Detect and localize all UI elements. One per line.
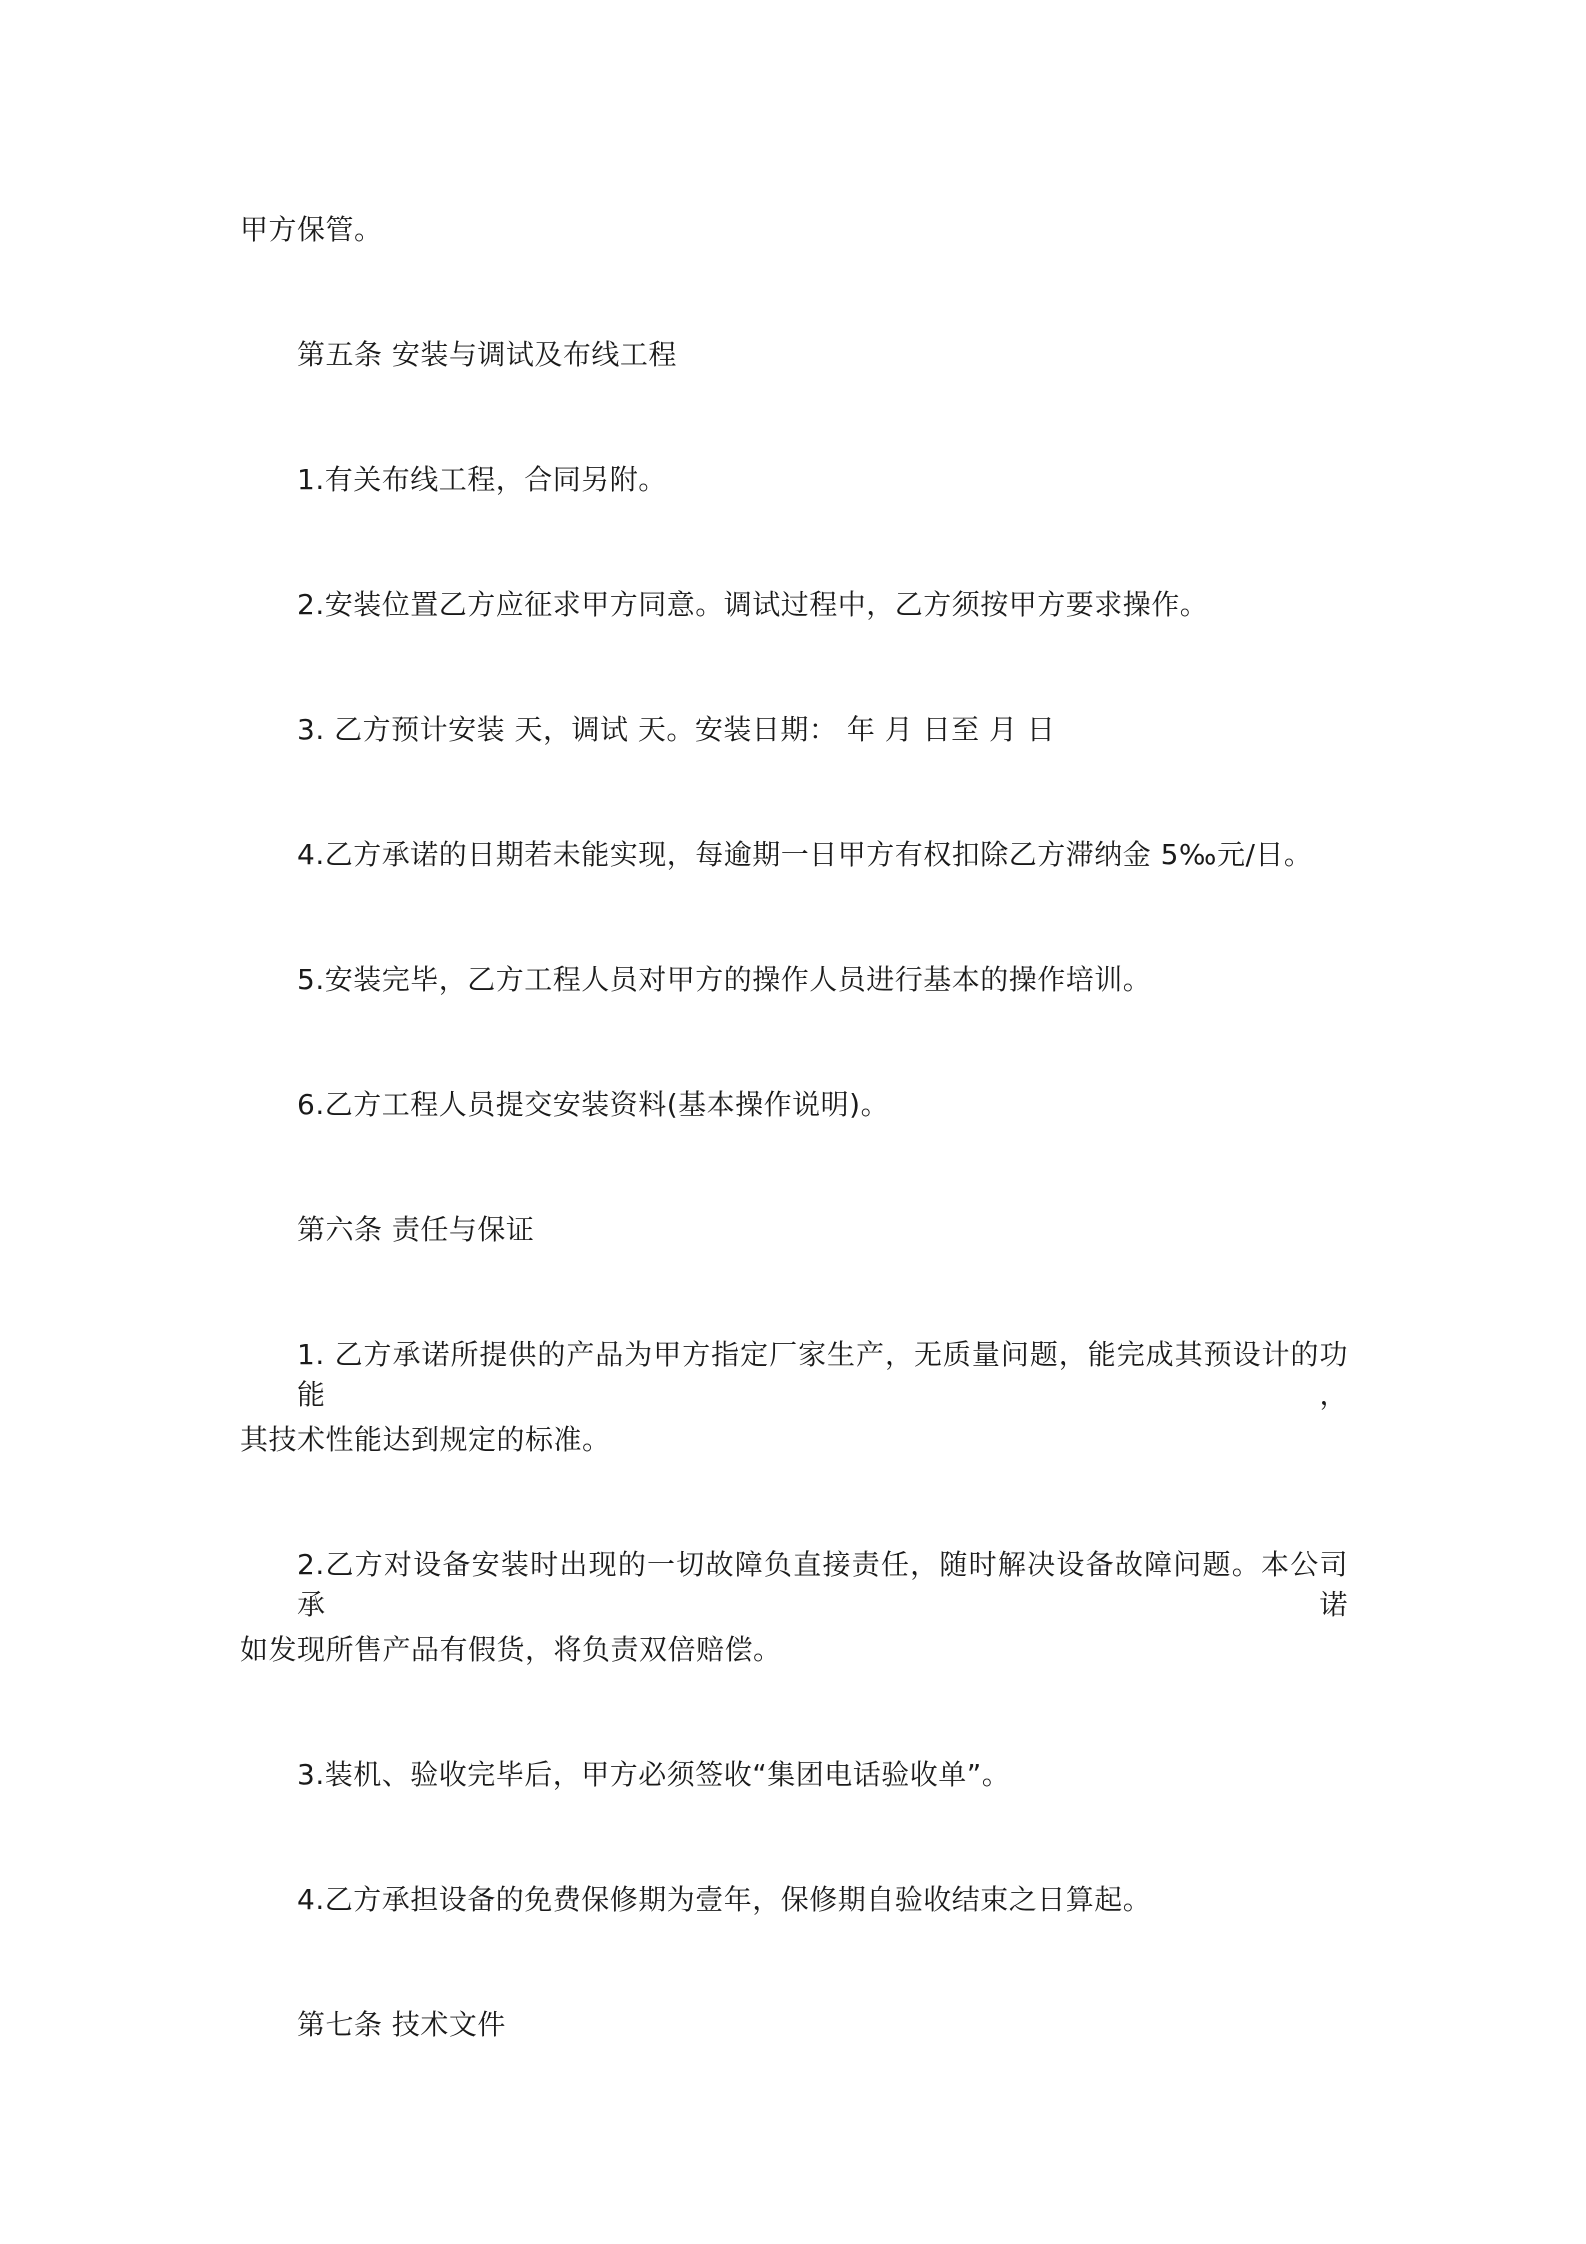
article-5-item-2: 2.安装位置乙方应征求甲方同意。调试过程中，乙方须按甲方要求操作。 [297, 588, 1209, 621]
article-5-item-1: 1.有关布线工程，合同另附。 [297, 463, 667, 496]
article-6-item-1-line-1: 1. 乙方承诺所提供的产品为甲方指定厂家生产，无质量问题，能完成其预设计的功能， [297, 1338, 1348, 1411]
article-5-item-4: 4.乙方承诺的日期若未能实现，每逾期一日甲方有权扣除乙方滞纳金 5‰元/日。 [297, 838, 1313, 871]
continuation-line: 甲方保管。 [240, 213, 383, 246]
article-5-heading: 第五条 安装与调试及布线工程 [297, 338, 677, 371]
article-5-item-3: 3. 乙方预计安装 天，调试 天。安装日期： 年 月 日至 月 日 [297, 713, 1056, 746]
article-6-item-4: 4.乙方承担设备的免费保修期为壹年，保修期自验收结束之日算起。 [297, 1883, 1152, 1916]
article-6-item-3: 3.装机、验收完毕后，甲方必须签收“集团电话验收单”。 [297, 1758, 1011, 1791]
article-6-item-2-line-2: 如发现所售产品有假货，将负责双倍赔偿。 [240, 1633, 782, 1666]
article-5-item-6: 6.乙方工程人员提交安装资料(基本操作说明)。 [297, 1088, 890, 1121]
article-6-heading: 第六条 责任与保证 [297, 1213, 535, 1246]
article-6-item-2-line-1: 2.乙方对设备安装时出现的一切故障负直接责任，随时解决设备故障问题。本公司承诺 [297, 1548, 1348, 1621]
article-5-item-5: 5.安装完毕，乙方工程人员对甲方的操作人员进行基本的操作培训。 [297, 963, 1152, 996]
article-6-item-1-line-2: 其技术性能达到规定的标准。 [240, 1423, 611, 1456]
article-7-heading: 第七条 技术文件 [297, 2008, 506, 2041]
